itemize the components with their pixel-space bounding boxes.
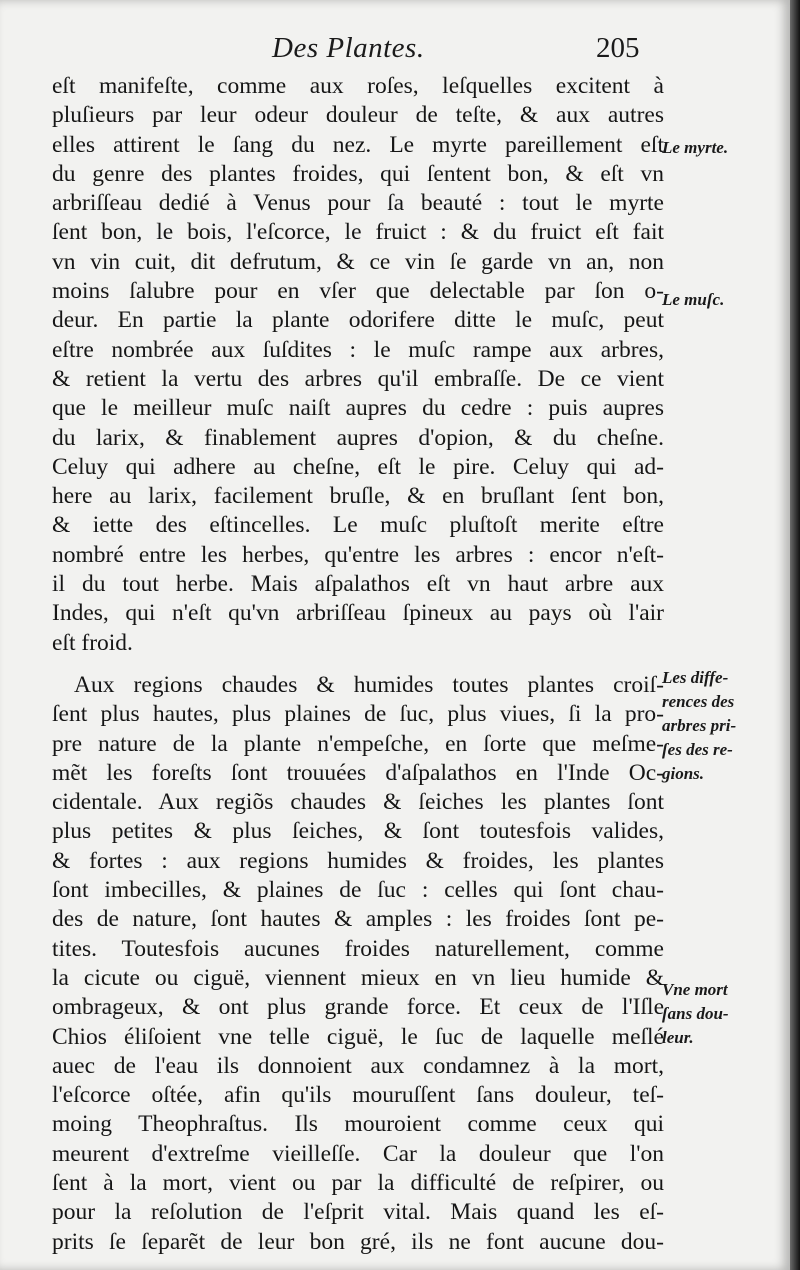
margin-note-line: ſes des re- bbox=[662, 740, 733, 759]
text-line: ſent bon, le bois, l'eſcorce, le fruict : & du fruict eſt fait bbox=[52, 219, 664, 246]
text-line: moing Theophraſtus. Ils mouroient comme ceux qui bbox=[52, 1111, 664, 1138]
running-head bbox=[0, 30, 790, 70]
margin-note-line: Le myrte. bbox=[662, 138, 729, 157]
text-line: pluſieurs par leur odeur douleur de teſte, & aux autres bbox=[52, 102, 664, 129]
text-line: du larix, & finablement aupres d'opion, & du cheſne. bbox=[52, 424, 664, 451]
margin-note-line: gions. bbox=[662, 764, 705, 783]
text-line: vn vin cuit, dit defrutum, & ce vin ſe garde vn an, non bbox=[52, 248, 664, 275]
text-line: ſont imbecilles, & plaines de ſuc : celles qui ſont chau- bbox=[52, 877, 664, 904]
text-line: elles attirent le ſang du nez. Le myrte pareillement eſt bbox=[52, 131, 664, 158]
text-line: nombré entre les herbes, qu'entre les arbres : encor n'eſt- bbox=[52, 541, 664, 568]
margin-note-myrte bbox=[662, 136, 786, 160]
text-line: il du tout herbe. Mais aſpalathos eſt vn haut arbre aux bbox=[52, 571, 664, 598]
text-line: eſt froid. bbox=[52, 629, 133, 656]
margin-note-differences bbox=[662, 666, 786, 786]
text-line: eſtre nombrée aux ſuſdites : le muſc rampe aux arbres, bbox=[52, 336, 664, 363]
text-line: Chios éliſoient vne telle ciguë, le ſuc de laquelle meſlé bbox=[52, 1023, 664, 1050]
body-text bbox=[52, 72, 664, 1257]
text-line: auec de l'eau ils donnoient aux condamnez à la mort, bbox=[52, 1052, 664, 1079]
text-line: eſt manifeſte, comme aux roſes, leſquelles excitent à bbox=[52, 73, 664, 99]
text-line: la cicute ou ciguë, viennent mieux en vn lieu humide & bbox=[52, 964, 664, 991]
margin-note-line: Les diffe- bbox=[662, 668, 729, 687]
text-line: que le meilleur muſc naiſt aupres du cedre : puis aupres bbox=[52, 395, 664, 422]
text-line: ſent plus hautes, plus plaines de ſuc, plus viues, ſi la pro- bbox=[52, 701, 664, 728]
text-line: & iette des eſtincelles. Le muſc pluſtoſt merite eſtre bbox=[52, 512, 664, 539]
text-line: pour la reſolution de l'eſprit vital. Mais quand les eſ- bbox=[52, 1199, 664, 1226]
margin-note-line: leur. bbox=[662, 1028, 694, 1047]
text-line: ombrageux, & ont plus grande force. Et ceux de l'Iſle bbox=[52, 994, 664, 1021]
text-line: mẽt les foreſts ſont trouuées d'aſpalathos en l'Inde Oc- bbox=[52, 759, 664, 786]
text-line: prits ſe ſeparẽt de leur bon gré, ils ne font aucune dou- bbox=[52, 1228, 664, 1255]
margin-note-musc bbox=[662, 288, 786, 312]
page-edge-shadow bbox=[790, 0, 800, 1270]
text-line: pre nature de la plante n'empeſche, en ſorte que meſme- bbox=[52, 730, 664, 757]
text-line: moins ſalubre pour en vſer que delectable par ſon o- bbox=[52, 278, 664, 305]
margin-note-line: arbres pri- bbox=[662, 716, 737, 735]
text-line: deur. En partie la plante odorifere ditte le muſc, peut bbox=[52, 307, 664, 334]
margin-note-line: Le muſc. bbox=[662, 290, 725, 309]
text-line: Indes, qui n'eſt qu'vn arbriſſeau ſpineux au pays où l'air bbox=[52, 600, 664, 627]
text-line: du genre des plantes froides, qui ſentent bon, & eſt vn bbox=[52, 160, 664, 187]
text-line: here au larix, facilement bruſle, & en bruſlant ſent bon, bbox=[52, 483, 664, 510]
text-line: plus petites & plus ſeiches, & ſont toutesfois valides, bbox=[52, 818, 664, 845]
text-line: arbriſſeau dedié à Venus pour ſa beauté : tout le myrte bbox=[52, 190, 664, 217]
text-line: des de nature, ſont hautes & amples : les froides ſont pe- bbox=[52, 906, 664, 933]
margin-note-line: Vne mort bbox=[662, 980, 728, 999]
margin-note-mort bbox=[662, 978, 786, 1050]
text-line: & retient la vertu des arbres qu'il embraſſe. De ce vient bbox=[52, 365, 664, 392]
text-line: Aux regions chaudes & humides toutes plantes croiſ- bbox=[74, 671, 664, 698]
text-line: tites. Toutesfois aucunes froides naturellement, comme bbox=[52, 935, 664, 962]
margin-note-line: ſans dou- bbox=[662, 1004, 729, 1023]
running-title: Des Plantes. bbox=[272, 32, 425, 64]
text-line: meurent d'extreſme vieilleſſe. Car la douleur que l'on bbox=[52, 1140, 664, 1167]
text-line: & fortes : aux regions humides & froides, les plantes bbox=[52, 847, 664, 874]
text-line: ſent à la mort, vient ou par la difficulté de reſpirer, ou bbox=[52, 1169, 664, 1196]
text-line: l'eſcorce oſtée, afin qu'ils mouruſſent ſans douleur, teſ- bbox=[52, 1082, 664, 1109]
text-line: cidentale. Aux regiõs chaudes & ſeiches les plantes ſont bbox=[52, 789, 664, 816]
page-number: 205 bbox=[596, 32, 640, 64]
text-line: Celuy qui adhere au cheſne, eſt le pire. Celuy qui ad- bbox=[52, 453, 664, 480]
margin-note-line: rences des bbox=[662, 692, 735, 711]
